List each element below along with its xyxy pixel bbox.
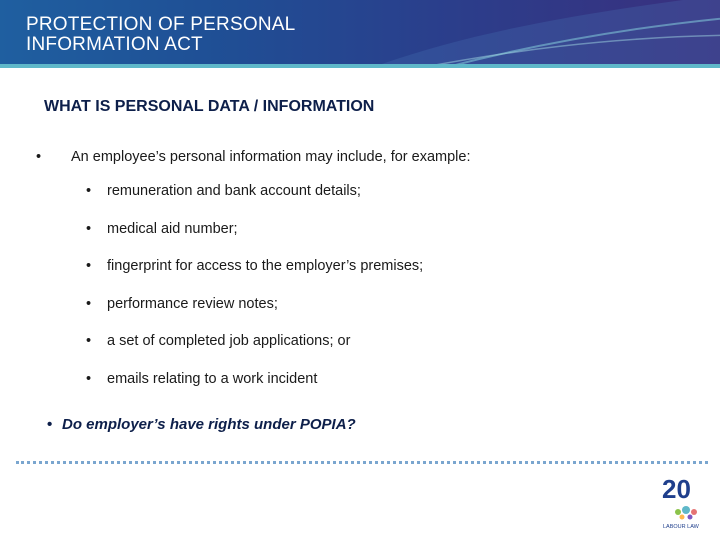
footer-divider bbox=[16, 461, 708, 464]
header-swoosh-graphic bbox=[340, 0, 720, 68]
list-item-text: medical aid number; bbox=[107, 220, 238, 237]
page-title bbox=[26, 15, 295, 55]
section-title: WHAT IS PERSONAL DATA / INFORMATION bbox=[44, 98, 375, 115]
header-accent-stripe bbox=[0, 64, 720, 68]
bullet-icon: • bbox=[86, 333, 92, 349]
slide-header bbox=[0, 0, 720, 68]
bullet-icon: • bbox=[47, 416, 53, 433]
list-item-text: performance review notes; bbox=[107, 295, 278, 312]
main-bullet-text: An employee’s personal information may include, for example: bbox=[71, 149, 471, 165]
list-item-text: fingerprint for access to the employer’s premises; bbox=[107, 258, 424, 274]
list-item-text: emails relating to a work incident bbox=[107, 370, 318, 387]
question-text: Do employer’s have rights under POPIA? bbox=[62, 416, 356, 433]
list-item-text: a set of completed job applications; or bbox=[107, 333, 351, 349]
list-item-text: remuneration and bank account details; bbox=[107, 183, 361, 199]
bullet-icon: • bbox=[86, 220, 92, 237]
logo-number: 20 bbox=[662, 474, 691, 504]
page-title-line2: INFORMATION ACT bbox=[26, 34, 203, 55]
page-title-line1: PROTECTION OF PERSONAL bbox=[26, 14, 296, 35]
bullet-icon: • bbox=[86, 295, 92, 312]
bullet-icon: • bbox=[36, 149, 42, 165]
bullet-icon: • bbox=[86, 258, 92, 274]
firm-logo-icon bbox=[660, 468, 712, 534]
logo-caption: LABOUR LAW bbox=[663, 524, 699, 530]
bullet-icon: • bbox=[86, 183, 92, 199]
bullet-icon: • bbox=[86, 370, 92, 387]
